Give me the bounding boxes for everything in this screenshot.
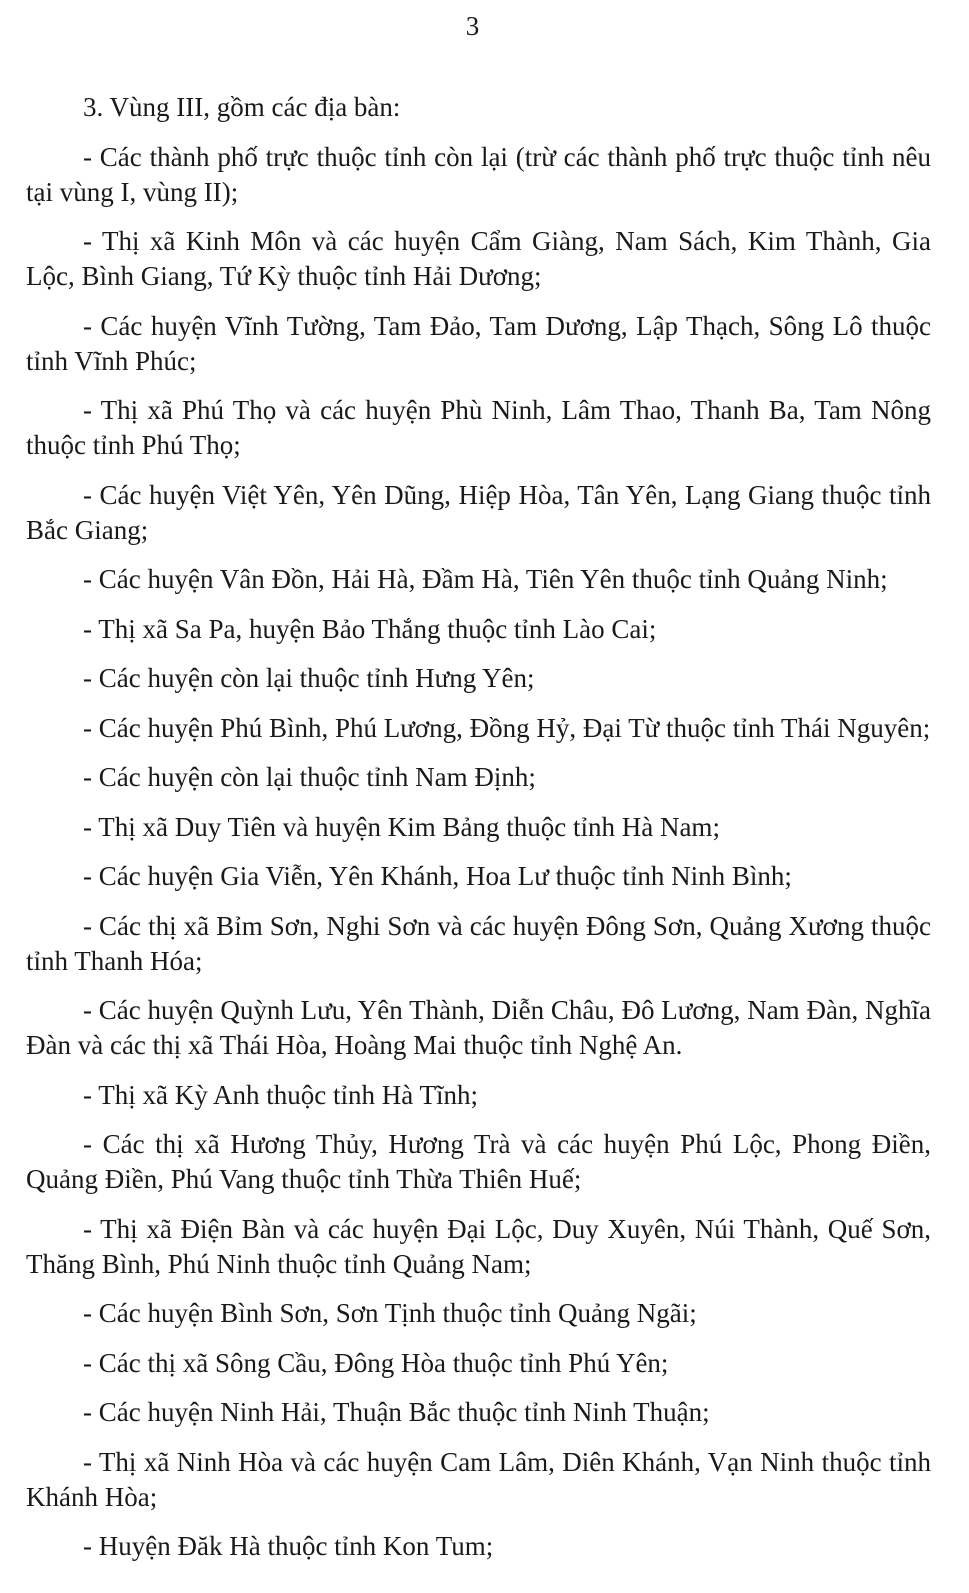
list-item: - Thị xã Sa Pa, huyện Bảo Thắng thuộc tỉnh Lào Cai; [83,613,657,644]
list-item: - Thị xã Điện Bàn và các huyện Đại Lộc, Duy Xuyên, Núi Thành, Quế Sơn, Thăng Bình, Phú Ninh thuộc tỉnh Quảng Nam; [26,1213,931,1279]
list-item: - Thị xã Ninh Hòa và các huyện Cam Lâm, Diên Khánh, Vạn Ninh thuộc tỉnh Khánh Hòa; [26,1446,931,1512]
list-item: - Các huyện Ninh Hải, Thuận Bắc thuộc tỉnh Ninh Thuận; [83,1397,710,1427]
list-item: - Các huyện Vân Đồn, Hải Hà, Đầm Hà, Tiên Yên thuộc tỉnh Quảng Ninh; [83,564,888,594]
list-item: - Các thị xã Sông Cầu, Đông Hòa thuộc tỉnh Phú Yên; [83,1347,669,1378]
list-item: - Các huyện Bình Sơn, Sơn Tịnh thuộc tỉnh Quảng Ngãi; [83,1298,697,1328]
list-item: - Các thành phố trực thuộc tỉnh còn lại (trừ các thành phố trực thuộc tỉnh nêu tại vùng I, vùng II); [26,141,931,207]
section-heading: 3. Vùng III, gồm các địa bàn: [83,92,401,122]
list-item: - Các huyện Việt Yên, Yên Dũng, Hiệp Hòa, Tân Yên, Lạng Giang thuộc tỉnh Bắc Giang; [26,479,931,545]
list-item: - Thị xã Phú Thọ và các huyện Phù Ninh, Lâm Thao, Thanh Ba, Tam Nông thuộc tỉnh Phú Thọ; [26,395,931,460]
list-item: - Các huyện Gia Viễn, Yên Khánh, Hoa Lư thuộc tỉnh Ninh Bình; [83,861,792,891]
list-item: - Thị xã Kinh Môn và các huyện Cẩm Giàng, Nam Sách, Kim Thành, Gia Lộc, Bình Giang, Tứ Kỳ thuộc tỉnh Hải Dương; [26,226,931,291]
list-item: - Các huyện còn lại thuộc tỉnh Hưng Yên; [83,663,535,693]
list-item: - Các huyện còn lại thuộc tỉnh Nam Định; [83,762,536,792]
list-item: - Các thị xã Bỉm Sơn, Nghi Sơn và các huyện Đông Sơn, Quảng Xương thuộc tỉnh Thanh Hóa; [26,910,931,976]
list-item: - Thị xã Duy Tiên và huyện Kim Bảng thuộc tỉnh Hà Nam; [83,811,720,842]
list-item: - Các huyện Phú Bình, Phú Lương, Đồng Hỷ, Đại Từ thuộc tỉnh Thái Nguyên; [83,712,931,743]
list-item: - Các huyện Quỳnh Lưu, Yên Thành, Diễn Châu, Đô Lương, Nam Đàn, Nghĩa Đàn và các thị xã Thái Hòa, Hoàng Mai thuộc tỉnh Nghệ An. [26,995,931,1060]
list-item: - Các huyện Vĩnh Tường, Tam Đảo, Tam Dương, Lập Thạch, Sông Lô thuộc tỉnh Vĩnh Phúc; [26,310,931,376]
list-item: - Huyện Đăk Hà thuộc tỉnh Kon Tum; [83,1531,494,1561]
list-item: - Thị xã Kỳ Anh thuộc tỉnh Hà Tĩnh; [83,1079,478,1110]
document-body [26,90,931,1579]
page-number: 3 [465,11,480,41]
list-item: - Các thị xã Hương Thủy, Hương Trà và các huyện Phú Lộc, Phong Điền, Quảng Điền, Phú Vang thuộc tỉnh Thừa Thiên Huế; [26,1129,931,1194]
